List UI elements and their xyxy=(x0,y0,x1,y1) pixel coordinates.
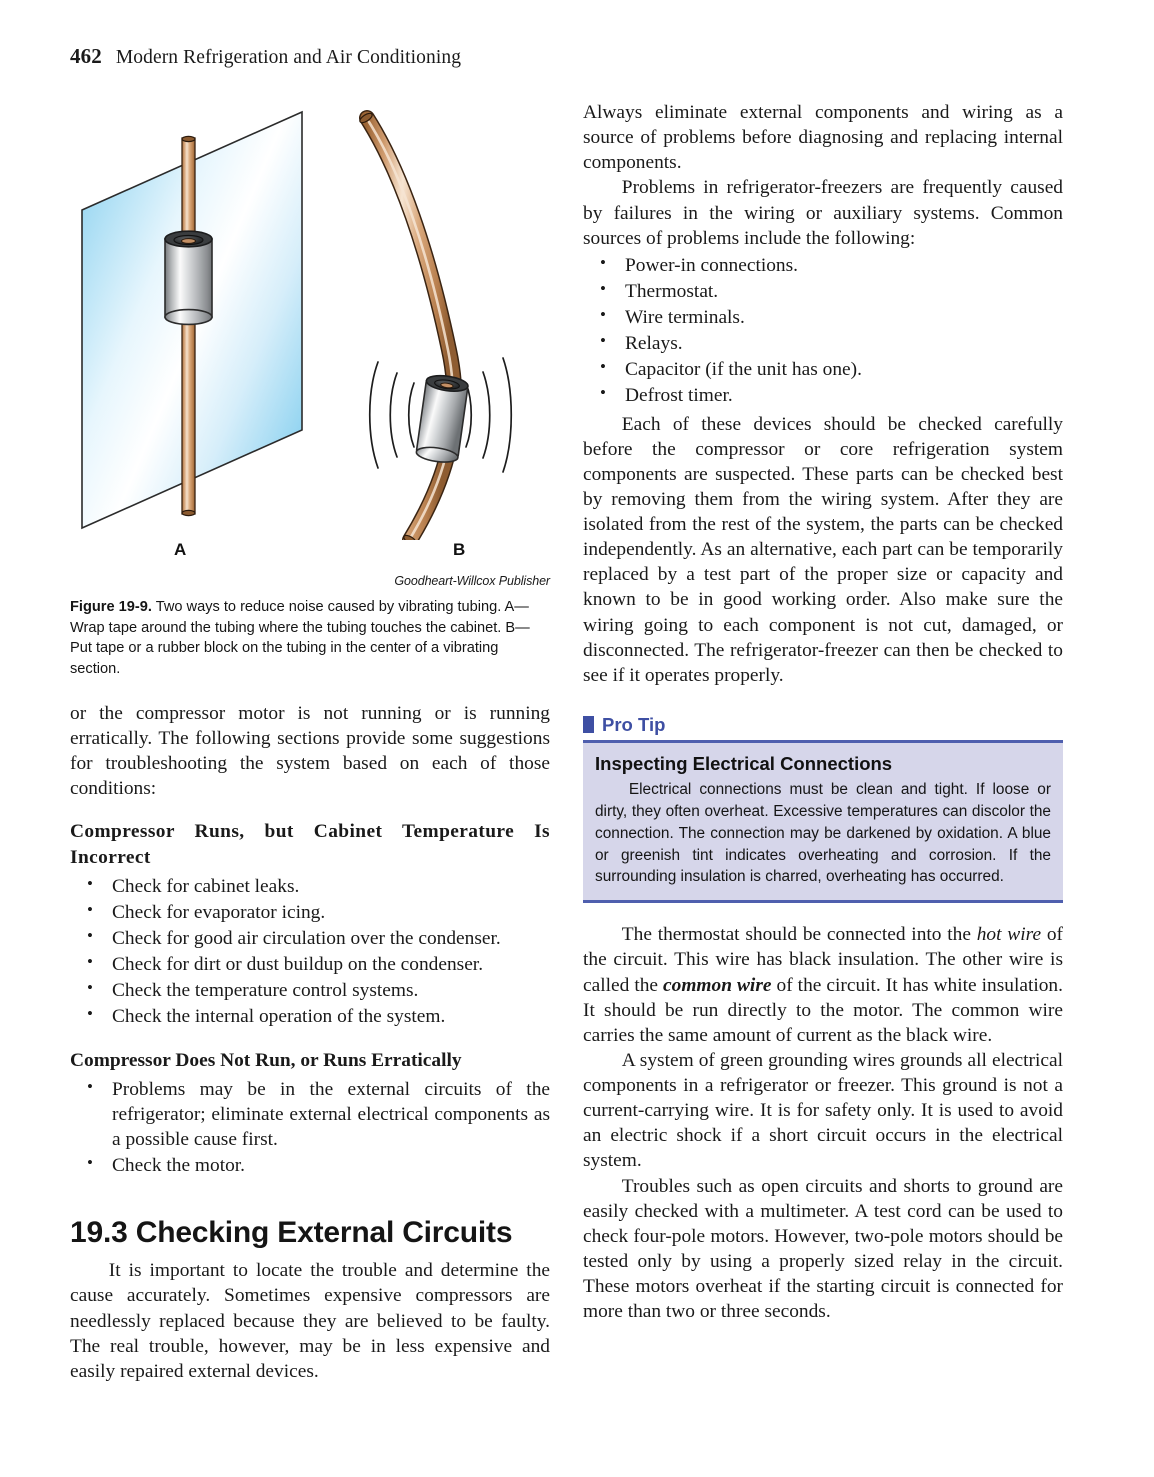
para4-italic-hot-wire: hot wire xyxy=(976,924,1042,946)
list-item: • Wire terminals. xyxy=(583,305,1063,330)
list-item: • Problems may be in the external circuits of the refrigerator; eliminate external electrical components as a possible cause first. xyxy=(70,1077,550,1152)
subhead-compressor-runs: Compressor Runs, but Cabinet Temperature Is Incorrect xyxy=(70,821,550,868)
running-head xyxy=(70,44,461,69)
list-item: • Check for dirt or dust buildup on the condenser. xyxy=(70,952,550,977)
figure-19-9 xyxy=(70,100,550,680)
right-column xyxy=(583,100,1063,1324)
bullet-list-compressor-runs xyxy=(70,874,550,1030)
para4-segment-2: of the circuit. This wire has black insulation. The other wire is called the xyxy=(583,924,1063,996)
pro-tip-body: Electrical connections must be clean and tight. If loose or dirty, they often overheat. Excessive temperatures can discolor the connection. The connection may be darkened by oxidation. A blue or greenish tint indicates overheating and corrosion. If the surrounding insulation is charred, overheating has occurred. xyxy=(595,780,1051,886)
list-item: • Thermostat. xyxy=(583,279,1063,304)
paragraph-each-of-these-devices: Each of these devices should be checked carefully before the compressor or core refrigeration system components are suspected. These parts can be checked best by removing them from the wiring system. After they are isolated from the rest of the system, the parts can be checked independently. As an alternative, each part can be temporarily replaced by a test part of the proper size or capacity and known to be in good working order. Also make sure the wiring going to each component is not cut, damaged, or disconnected. The refrigerator-freezer can then be checked to see if it operates properly. xyxy=(583,413,1063,686)
section-heading-19-3: 19.3 Checking External Circuits xyxy=(70,1216,513,1250)
page-folio: 462 xyxy=(70,44,102,68)
list-item: • Check for cabinet leaks. xyxy=(70,874,550,899)
para4-bolditalic-common-wire: common wire xyxy=(663,974,772,996)
pro-tip-box xyxy=(583,740,1063,903)
book-title: Modern Refrigeration and Air Conditioning xyxy=(115,47,462,68)
bullet-list-compressor-erratic xyxy=(70,1077,550,1179)
section-paragraph: It is important to locate the trouble and determine the cause accurately. Sometimes expensive compressors are needlessly replaced because they are believed to be faulty. The real trouble, however, may be in less expensive and easily repaired external devices. xyxy=(70,1260,550,1382)
panel-label-a: A xyxy=(174,540,187,559)
paragraph-thermostat-hot-wire xyxy=(583,922,1063,1048)
vibrating-tubing-illustration xyxy=(70,100,550,540)
paragraph-green-grounding-wires: A system of green grounding wires grounds all electrical components in a refrigerator or freezer. This ground is not a current-carrying wire. It is for safety only. It is used to avoid an electric shock if a short circuit occurs in the electrical system. xyxy=(583,1049,1063,1172)
figure-credit: Goodheart-Willcox Publisher xyxy=(394,574,550,588)
tube-b-curved xyxy=(358,112,454,540)
left-column xyxy=(70,100,550,1384)
list-item: • Check the internal operation of the system. xyxy=(70,1004,550,1029)
list-item: • Check for good air circulation over the condenser. xyxy=(70,926,550,951)
panel-labels xyxy=(70,540,550,566)
para4-segment-1: The thermostat should be connected into the xyxy=(621,924,977,946)
list-item: • Power-in connections. xyxy=(583,253,1063,278)
tape-collar-a xyxy=(165,231,212,324)
panel-b-group xyxy=(358,112,511,540)
list-item: • Relays. xyxy=(583,331,1063,356)
figure-number: Figure 19-9. xyxy=(70,599,152,615)
paragraph-continued: or the compressor motor is not running or is running erratically. The following sections provide some suggestions for troubleshooting the system based on each of those conditions: xyxy=(70,702,550,800)
vibration-lines-right xyxy=(466,358,511,472)
panel-label-b: B xyxy=(453,540,466,559)
list-item: • Capacitor (if the unit has one). xyxy=(583,357,1063,382)
panel-a-group xyxy=(82,112,302,528)
list-item: • Defrost timer. xyxy=(583,383,1063,408)
paragraph-always-eliminate: Always eliminate external components and wiring as a source of problems before diagnosing and replacing internal components. xyxy=(583,102,1063,174)
list-item: • Check the temperature control systems. xyxy=(70,978,550,1003)
paragraph-troubles-open-circuits: Troubles such as open circuits and shorts to ground are easily checked with a multimeter. A test cord can be used to check four-pole motors. However, two-pole motors should be tested only by using a properly sized relay in the circuit. These motors overheat if the starting circuit is connected for more than two or three seconds. xyxy=(583,1175,1063,1323)
vibration-lines-left xyxy=(370,362,414,468)
pro-tip-square-icon xyxy=(583,716,594,733)
para4-segment-3: of the circuit. It has white insulation. It should be run directly to the motor. The common wire carries the same amount of current as the black wire. xyxy=(583,974,1063,1046)
figure-caption xyxy=(70,597,550,680)
list-item: • Check for evaporator icing. xyxy=(70,900,550,925)
list-item: • Check the motor. xyxy=(70,1153,550,1178)
subhead-compressor-does-not-run: Compressor Does Not Run, or Runs Erratically xyxy=(70,1049,462,1071)
figure-artwork xyxy=(70,100,550,540)
figure-caption-text: Two ways to reduce noise caused by vibrating tubing. A—Wrap tape around the tubing where the tubing touches the cabinet. B—Put tape or a rubber block on the tubing in the center of a vibrating section. xyxy=(70,599,530,678)
pro-tip-title: Inspecting Electrical Connections xyxy=(595,752,893,774)
pro-tip-label xyxy=(583,714,1063,736)
tape-block-b xyxy=(415,373,469,464)
paragraph-problems-in-refrigerator-freezers: Problems in refrigerator-freezers are frequently caused by failures in the wiring or auxiliary systems. Common sources of problems include the following: xyxy=(583,177,1063,249)
pro-tip-label-text: Pro Tip xyxy=(602,713,666,735)
pro-tip-feature xyxy=(583,714,1063,903)
bullet-list-common-sources xyxy=(583,253,1063,409)
